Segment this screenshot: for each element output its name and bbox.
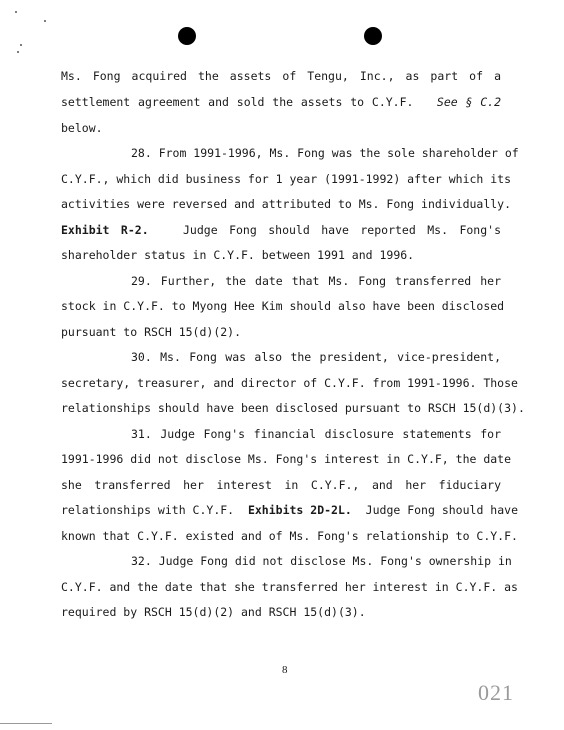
text-line: C.Y.F., which did business for 1 year (1991-1992) after which its	[61, 172, 512, 186]
text-line: known that C.Y.F. existed and of Ms. Fong's relationship to C.Y.F.	[61, 529, 518, 543]
paragraph-30-start: 30. Ms. Fong was also the president, vice-president,	[131, 350, 501, 364]
punch-hole-right	[364, 27, 382, 45]
punch-hole-left	[178, 27, 196, 45]
scan-speck	[20, 44, 22, 46]
scan-speck	[17, 51, 19, 53]
text-line: pursuant to RSCH 15(d)(2).	[61, 325, 242, 339]
exhibit-reference: Exhibit R-2.	[61, 223, 149, 237]
text-line: Ms. Fong acquired the assets of Tengu, Inc., as part of a	[61, 69, 501, 83]
text-line: 1991-1996 did not disclose Ms. Fong's interest in C.Y.F, the date	[61, 452, 512, 466]
exhibit-reference: Exhibits 2D-2L.	[247, 503, 352, 517]
text-line: settlement agreement and sold the assets to C.Y.F. See § C.2	[61, 95, 501, 109]
text-line: shareholder status in C.Y.F. between 1991 and 1996.	[61, 248, 415, 262]
text-line: activities were reversed and attributed to Ms. Fong individually.	[61, 197, 512, 211]
scan-speck	[44, 20, 46, 22]
text-line: Exhibit R-2. Judge Fong should have reported Ms. Fong's	[61, 223, 501, 237]
paragraph-29-start: 29. Further, the date that Ms. Fong transferred her	[131, 274, 501, 288]
text-line: required by RSCH 15(d)(2) and RSCH 15(d)(3).	[61, 605, 366, 619]
scan-speck	[15, 11, 17, 13]
paragraph-32-start: 32. Judge Fong did not disclose Ms. Fong's ownership in	[131, 554, 512, 568]
text-line: relationships with C.Y.F. Exhibits 2D-2L. Judge Fong should have	[61, 503, 518, 517]
bates-stamp: 021	[478, 680, 514, 705]
paragraph-31-start: 31. Judge Fong's financial disclosure statements for	[131, 427, 501, 441]
footer-rule	[0, 723, 52, 724]
text-line: stock in C.Y.F. to Myong Hee Kim should also have been disclosed	[61, 299, 505, 313]
text-line: relationships should have been disclosed pursuant to RSCH 15(d)(3).	[61, 401, 525, 415]
text-line: C.Y.F. and the date that she transferred her interest in C.Y.F. as	[61, 580, 518, 594]
text-line: below.	[61, 121, 103, 135]
see-reference: See § C.2	[436, 95, 501, 109]
text-line: secretary, treasurer, and director of C.Y.F. from 1991-1996. Those	[61, 376, 518, 390]
page-number: 8	[282, 664, 288, 676]
text-line: she transferred her interest in C.Y.F., and her fiduciary	[61, 478, 501, 492]
paragraph-28-start: 28. From 1991-1996, Ms. Fong was the sole shareholder of	[131, 146, 519, 160]
